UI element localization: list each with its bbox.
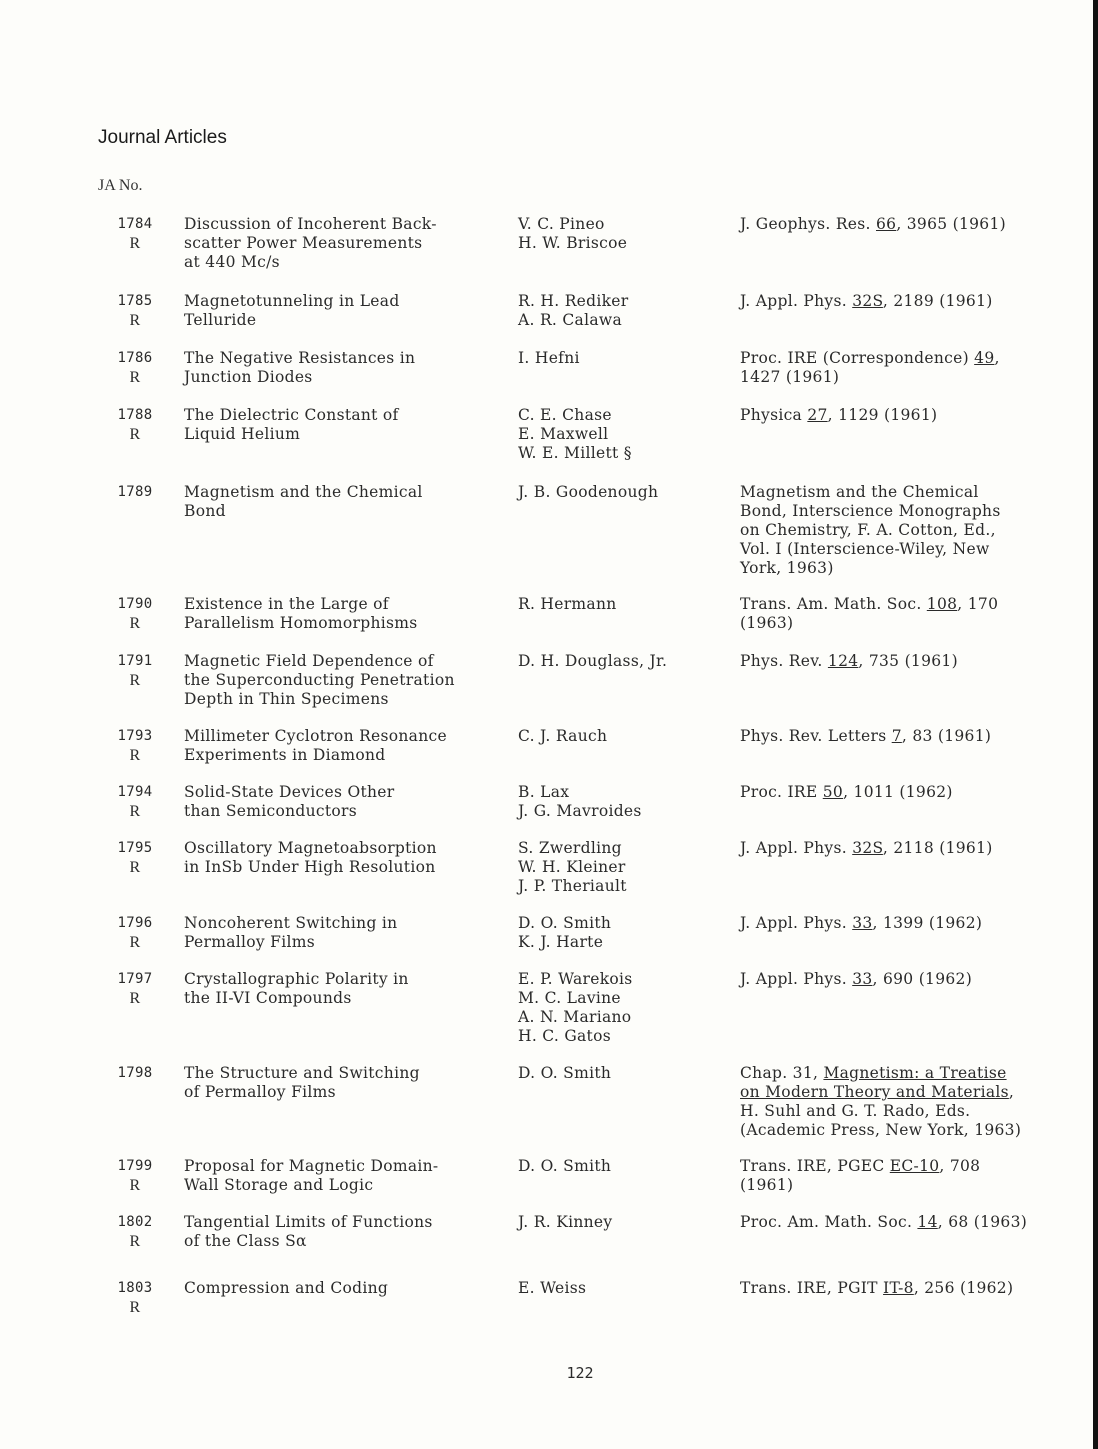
article-title: The Negative Resistances in Junction Diodes: [184, 349, 416, 386]
ja-number-value: 1789: [117, 484, 153, 500]
citation-text: J. Appl. Phys.: [740, 914, 853, 932]
ja-number: [100, 1157, 170, 1195]
ja-number-value: 1799: [117, 1158, 153, 1174]
reprint-marker: R: [129, 1233, 141, 1250]
ja-number-value: 1788: [117, 407, 153, 423]
reprint-marker: R: [129, 990, 141, 1007]
citation-text: Proc. IRE (Correspondence): [740, 349, 975, 367]
reprint-marker: R: [129, 615, 141, 632]
article-authors: V. C. Pineo H. W. Briscoe: [518, 215, 628, 252]
ja-number: [100, 783, 170, 821]
ja-number: [100, 1279, 170, 1317]
reprint-marker: R: [129, 1177, 141, 1194]
ja-number-value: 1784: [117, 216, 153, 232]
citation-text: Proc. IRE: [740, 783, 823, 801]
article-authors: R. Hermann: [518, 595, 617, 613]
ja-number: [100, 292, 170, 330]
ja-number-value: 1794: [117, 784, 153, 800]
article-authors: B. Lax J. G. Mavroides: [518, 783, 642, 820]
article-citation: [740, 1157, 1075, 1195]
article-authors: D. O. Smith: [518, 1157, 612, 1175]
ja-number: [100, 1064, 170, 1083]
article-title: The Dielectric Constant of Liquid Helium: [184, 406, 399, 443]
ja-number-value: 1793: [117, 728, 153, 744]
article-authors: E. Weiss: [518, 1279, 587, 1297]
ja-number-value: 1791: [117, 653, 153, 669]
citation-text: , 690 (1962): [872, 970, 973, 988]
citation-volume: 27: [807, 406, 828, 424]
citation-text: , 708 (1961): [740, 1157, 981, 1194]
article-citation: [740, 1064, 1075, 1140]
column-header: JA No.: [98, 177, 143, 194]
reprint-marker: R: [129, 859, 141, 876]
article-title: Crystallographic Polarity in the II-VI Compounds: [184, 970, 409, 1007]
ja-number: [100, 914, 170, 952]
reprint-marker: R: [129, 312, 141, 329]
ja-number-value: 1785: [117, 293, 153, 309]
citation-volume: EC-10: [889, 1157, 940, 1175]
ja-number-value: 1795: [117, 840, 153, 856]
article-title: Magnetic Field Dependence of the Superconducting Penetration Depth in Thin Specimens: [184, 652, 455, 708]
citation-volume: IT-8: [883, 1279, 914, 1297]
article-citation: [740, 215, 1075, 234]
citation-text: , 68 (1963): [937, 1213, 1028, 1231]
article-title: Proposal for Magnetic Domain- Wall Storage and Logic: [184, 1157, 439, 1194]
citation-volume: 33: [852, 914, 873, 932]
article-citation: [740, 349, 1075, 387]
citation-text: , 1129 (1961): [827, 406, 938, 424]
citation-text: Trans. IRE, PGEC: [740, 1157, 890, 1175]
ja-number: [100, 406, 170, 444]
citation-text: , 2189 (1961): [882, 292, 993, 310]
article-authors: D. O. Smith: [518, 1064, 612, 1082]
reprint-marker: R: [129, 747, 141, 764]
article-authors: E. P. Warekois M. C. Lavine A. N. Mariano H. C. Gatos: [518, 970, 633, 1045]
article-title: The Structure and Switching of Permalloy Films: [184, 1064, 420, 1101]
article-authors: D. O. Smith K. J. Harte: [518, 914, 612, 951]
ja-number: [100, 1213, 170, 1251]
article-title: Oscillatory Magnetoabsorption in InSb Under High Resolution: [184, 839, 437, 876]
citation-volume: 66: [875, 215, 897, 233]
article-title: Magnetotunneling in Lead Telluride: [184, 292, 400, 329]
ja-number: [100, 595, 170, 633]
article-title: Discussion of Incoherent Back- scatter Power Measurements at 440 Mc/s: [184, 215, 437, 271]
section-title: Journal Articles: [98, 127, 227, 148]
article-citation: [740, 839, 1075, 858]
citation-volume: 33: [852, 970, 873, 988]
reprint-marker: R: [129, 803, 141, 820]
citation-text: , 256 (1962): [913, 1279, 1014, 1297]
citation-text: , 1011 (1962): [843, 783, 953, 801]
citation-text: Phys. Rev. Letters: [740, 727, 892, 745]
citation-text: , 1399 (1962): [872, 914, 983, 932]
article-authors: D. H. Douglass, Jr.: [518, 652, 668, 670]
citation-volume: Magnetism: a Treatise on Modern Theory and Materials: [740, 1064, 1009, 1101]
ja-number: [100, 349, 170, 387]
ja-number-value: 1802: [117, 1214, 153, 1230]
citation-volume: 14: [917, 1213, 938, 1231]
article-authors: C. J. Rauch: [518, 727, 608, 745]
citation-text: , 2118 (1961): [882, 839, 993, 857]
article-authors: I. Hefni: [518, 349, 580, 367]
citation-text: Chap. 31,: [740, 1064, 824, 1082]
citation-text: , H. Suhl and G. T. Rado, Eds. (Academic Press, New York, 1963): [740, 1083, 1022, 1139]
citation-text: Trans. IRE, PGIT: [740, 1279, 884, 1297]
article-citation: [740, 783, 1075, 802]
page-number: 122: [566, 1364, 594, 1382]
reprint-marker: R: [129, 235, 141, 252]
citation-volume: 7: [891, 727, 902, 745]
citation-text: , 1427 (1961): [740, 349, 1000, 386]
reprint-marker: R: [129, 672, 141, 689]
article-title: Existence in the Large of Parallelism Homomorphisms: [184, 595, 418, 632]
citation-text: Trans. Am. Math. Soc.: [740, 595, 927, 613]
article-authors: C. E. Chase E. Maxwell W. E. Millett §: [518, 406, 632, 462]
article-title: Millimeter Cyclotron Resonance Experiments in Diamond: [184, 727, 447, 764]
article-citation: [740, 1279, 1075, 1298]
citation-text: , 3965 (1961): [896, 215, 1006, 233]
citation-text: , 170 (1963): [740, 595, 999, 632]
ja-number: [100, 839, 170, 877]
citation-volume: 124: [827, 652, 859, 670]
citation-volume: 49: [974, 349, 995, 367]
reprint-marker: R: [129, 1299, 141, 1316]
citation-volume: 50: [822, 783, 844, 801]
ja-number: [100, 652, 170, 690]
citation-volume: 108: [926, 595, 958, 613]
article-title: Compression and Coding: [184, 1279, 389, 1297]
citation-text: J. Appl. Phys.: [740, 292, 853, 310]
article-authors: J. B. Goodenough: [518, 483, 659, 501]
citation-text: , 735 (1961): [858, 652, 958, 670]
article-citation: [740, 292, 1075, 311]
ja-number: [100, 727, 170, 765]
reprint-marker: R: [129, 369, 141, 386]
ja-number-value: 1786: [117, 350, 153, 366]
ja-number-value: 1797: [117, 971, 153, 987]
citation-text: J. Geophys. Res.: [740, 215, 876, 233]
ja-number: [100, 970, 170, 1008]
article-citation: [740, 652, 1075, 671]
citation-text: Magnetism and the Chemical Bond, Interscience Monographs on Chemistry, F. A. Cotton, Ed., Vol. I (Interscience-Wiley, New York, 1963): [740, 483, 1001, 577]
citation-text: Proc. Am. Math. Soc.: [740, 1213, 918, 1231]
ja-number: [100, 215, 170, 253]
citation-text: Phys. Rev.: [740, 652, 828, 670]
article-authors: S. Zwerdling W. H. Kleiner J. P. Theriault: [518, 839, 627, 895]
ja-number: [100, 483, 170, 502]
reprint-marker: R: [129, 426, 141, 443]
article-citation: [740, 727, 1075, 746]
citation-text: J. Appl. Phys.: [740, 839, 853, 857]
article-citation: [740, 483, 1075, 578]
citation-volume: 32S: [852, 292, 883, 310]
article-citation: [740, 1213, 1075, 1232]
reprint-marker: R: [129, 934, 141, 951]
article-title: Tangential Limits of Functions of the Class Sα: [184, 1213, 433, 1250]
article-citation: [740, 970, 1075, 989]
page-edge-bar: [1093, 0, 1098, 1449]
ja-number-value: 1796: [117, 915, 153, 931]
citation-volume: 32S: [852, 839, 883, 857]
article-authors: J. R. Kinney: [518, 1213, 613, 1231]
citation-text: , 83 (1961): [901, 727, 992, 745]
article-title: Solid-State Devices Other than Semiconductors: [184, 783, 395, 820]
ja-number-value: 1803: [117, 1280, 153, 1296]
article-title: Magnetism and the Chemical Bond: [184, 483, 423, 520]
citation-text: Physica: [740, 406, 808, 424]
ja-number-value: 1798: [117, 1065, 153, 1081]
article-citation: [740, 914, 1075, 933]
article-citation: [740, 595, 1075, 633]
article-citation: [740, 406, 1075, 425]
citation-text: J. Appl. Phys.: [740, 970, 853, 988]
ja-number-value: 1790: [117, 596, 153, 612]
article-title: Noncoherent Switching in Permalloy Films: [184, 914, 398, 951]
article-authors: R. H. Rediker A. R. Calawa: [518, 292, 629, 329]
